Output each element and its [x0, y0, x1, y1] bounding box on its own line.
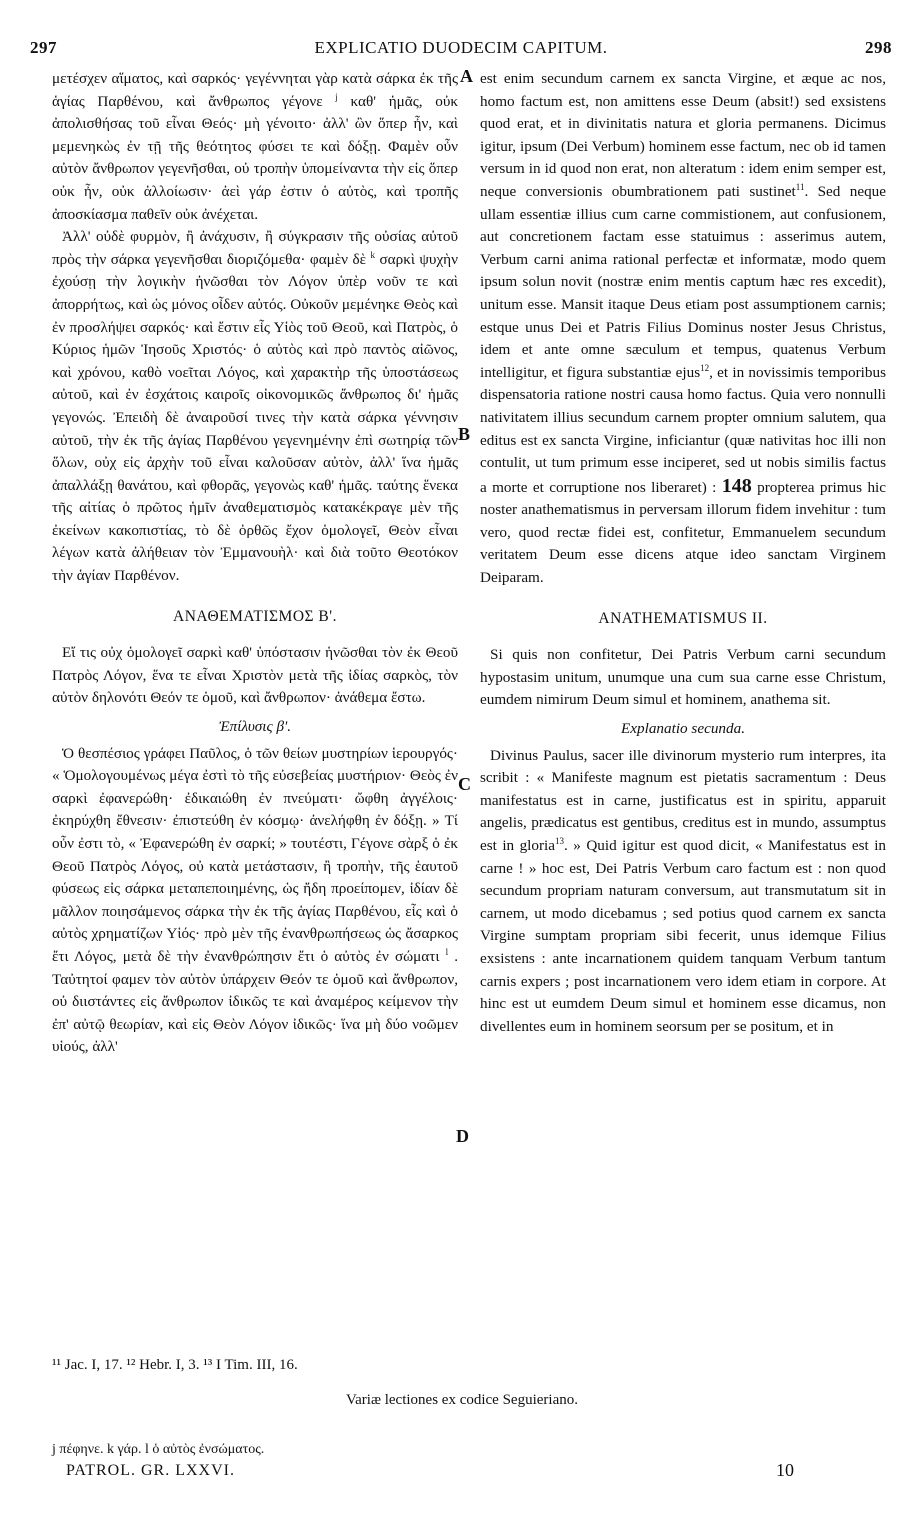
- latin-explanation-heading: Explanatio secunda.: [620, 720, 745, 738]
- footnote-ref-12: 12: [700, 362, 710, 373]
- section-marker-c: C: [458, 774, 471, 794]
- section-marker-a: A: [460, 66, 473, 86]
- latin-column: [480, 68, 886, 1038]
- section-marker-d: D: [456, 1126, 469, 1146]
- variant-ref-j: j: [335, 91, 338, 102]
- sheet-signature: 10: [776, 1460, 794, 1480]
- greek-paragraph-2: Ἀλλ' οὐδὲ φυρμὸν, ἢ ἀνάχυσιν, ἢ σύγκρασιν τῆς οὐσίας αὐτοῦ πρὸς τὴν σάρκα γεγενῆσθαι διοριζόμεθα· φαμὲν δὲ $^k$ σαρκὶ ψυχὴν ἐχούσῃ τὴν λογικὴν ἡνῶσθαι τὸν Λόγον ὑπὲρ νοῦν τε καὶ ἀπορρήτως, καὶ ὡς μόνος οἶδεν αὐτός. Οὐκοῦν μεμένηκε Θεὸς καὶ ἐν προσλήψει σαρκός· καὶ ἔστιν εἷς Υἱὸς τοῦ Θεοῦ, καὶ Πατρὸς, ὁ Κύριος ἡμῶν Ἰησοῦς Χριστός· ὁ αὐτὸς καὶ πρὸ παντὸς αἰῶνος, καὶ χρόνου, καθὸ νοεῖται Λόγος, καὶ χαρακτὴρ τῆς ὑποστάσεως αὐτοῦ, καὶ ἐν ἐσχάτοις καιροῖς οἰκονομικῶς ἄνθρωπος δι' ἡμᾶς γεγονώς. Ἐπειδὴ δὲ ἀναιροῦσί τινες τὴν κατὰ σάρκα γέννησιν αὐτοῦ, τὴν ἐκ τῆς ἁγίας Παρθένου γεγενημένην ἐπὶ σωτηρίᾳ τῶν ὅλων, οὐχ εἰς ἀρχὴν τοῦ εἶναι καλοῦσαν αὐτὸν, ἀλλ' ἵνα ἡμᾶς ἀπαλλάξῃ θανάτου, καὶ φθορᾶς, γεγονὼς καθ' ἡμᾶς. ταύτης ἕνεκα τῆς αἰτίας ὁ πρῶτος ἡμῖν ἀναθεματισμὸς κατακέκραγε μὲν τῆς ἐκείνων κακοπιστίας, τὸ δὲ ὀρθῶς ἔχον ὁμολογεῖ, Θεὸν εἶναι λέγων κατὰ ἀλήθειαν τὸν Ἐμμανουὴλ· καὶ διὰ τοῦτο Θεοτόκον τὴν ἁγίαν Παρθένον.: [52, 228, 458, 585]
- series-signature: PATROL. GR. LXXVI.: [66, 1462, 235, 1479]
- footnote-ref-13: 13: [555, 835, 565, 846]
- greek-column: [52, 68, 458, 1059]
- footnote-ref-11: 11: [795, 181, 805, 192]
- greek-explanation-heading: Ἐπίλυσις β'.: [218, 718, 292, 736]
- variants-heading: Variæ lectiones ex codice Seguieriano.: [345, 1392, 578, 1408]
- greek-anathema-text: Εἴ τις οὐχ ὁμολογεῖ σαρκὶ καθ' ὑπόστασιν ἡνῶσθαι τὸν ἐκ Θεοῦ Πατρὸς Λόγον, ἕνα τε εἶναι Χριστὸν μετὰ τῆς ἰδίας σαρκὸς, τὸν αὐτὸν δηλονότι Θεόν τε ὁμοῦ, καὶ ἄνθρωπον· ἀνάθεμα ἔστω.: [52, 644, 458, 707]
- greek-paragraph-1: μετέσχεν αἵματος, καὶ σαρκός· γεγέννηται γὰρ κατὰ σάρκα ἐκ τῆς ἁγίας Παρθένου, καὶ ἄνθρωπος γέγονε $^j$ καθ' ἡμᾶς, οὐκ ἀπολισθήσας τοῦ εἶναι Θεός· μὴ γένοιτο· ἀλλ' ὢν ὅπερ ἦν, καὶ μεμενηκὼς ἐν τῇ τῆς θεότητος φύσει τε καὶ δόξῃ. Φαμὲν οὖν αὐτὸν ἄνθρωπον γεγενῆσθαι, οὐ τροπὴν ὑπομείναντα τὴν εἰς ὅπερ οὐκ ἦν, οὐκ ἀλλοίωσιν· ἀεὶ γάρ ἐστιν ὁ αὐτὸς, καὶ τροπῆς ἀποσκίασμα παθεῖν οὐκ ἀνέχεται.: [52, 70, 459, 223]
- variant-ref-k: k: [370, 249, 376, 260]
- latin-anathema-heading: ANATHEMATISMUS II.: [598, 609, 768, 627]
- latin-paragraph-2: Divinus Paulus, sacer ille divinorum mysterio rum interpres, ita scribit : « Manifeste magnum est pietatis sacramentum : Deus manifestatus est in carne, justificatus est in spiritu, apparuit angelis, prædicatus est gentibus, creditus est in mundo, assumptus est in gloria$^{13}$. » Quid igitur est quod dicit, « Manifestatus est in carne ! » hoc est, Dei Patris Verbum caro factum est : non quod secundum propriam naturam conversum, aut transmutatum sit in carnem, ut modo dicebamus ; sed potius quod carnem ex sancta Virgine sumptam propriam sibi fecerit, unus idemque Filius exsistens : ante incarnationem quidem tanquam Verbum tantum carnis expers ; post incarnationem vero idem etiam in corpore. At hinc est ut eumdem Deum simul et hominem esse dicamus, non divellentes eum in hominem seorsum per se positum, et in: [480, 746, 887, 1035]
- column-number: 148: [721, 474, 752, 497]
- variant-readings: j πέφηνε. k γάρ. l ὁ αὐτὸς ἐνσώματος.: [52, 1442, 265, 1457]
- running-header: [30, 38, 892, 66]
- page-number-left: 297: [30, 38, 57, 57]
- section-marker-b: B: [458, 424, 471, 444]
- greek-anathema-heading: ΑΝΑΘΕΜΑΤΙΣΜΟΣ Β'.: [173, 607, 337, 625]
- greek-paragraph-3: Ὁ θεσπέσιος γράφει Παῦλος, ὁ τῶν θείων μυστηρίων ἱερουργός· « Ὁμολογουμένως μέγα ἐστὶ τὸ τῆς εὐσεβείας μυστήριον· Θεὸς ἐν σαρκὶ ἐφανερώθη· ἐδικαιώθη ἐν πνεύματι· ὤφθη ἀγγέλοις· ἐκηρύχθη ἔθνεσιν· ἐπιστεύθη ἐν κόσμῳ· ἀνελήφθη ἐν δόξῃ. » Τί οὖν ἐστι τὸ, « Ἐφανερώθη ἐν σαρκί; » τουτέστι, Γέγονε σὰρξ ὁ ἐκ Θεοῦ Πατρὸς Λόγος, οὐ κατὰ μετάστασιν, ἢ τροπὴν, τῆς ἑαυτοῦ φύσεως εἰς σάρκα μεταπεποιημένης, ὡς ἤδη προείπομεν, ἰδίαν δὲ μᾶλλον ποιησάμενος σάρκα τὴν ἐκ τῆς ἁγίας Παρθένου, εἷς καὶ ὁ αὐτὸς χρηματίζων Υἱός· πρὸ μὲν τῆς ἐνανθρωπήσεως ὡς ἄσαρκος ἔτι Λόγος, μετὰ δὲ τὴν ἐνανθρώπησιν ἔτι ὁ αὐτὸς ἐν σώματι $^l$ . Ταὐτητοί φαμεν τὸν αὐτὸν ὑπάρχειν Θεόν τε ὁμοῦ καὶ ἄνθρωπον, οὐ διιστάντες εἰς ἄνθρωπον ἰδικῶς τε καὶ ἀναμέρος κείμενον τὴν ἐπ' αὐτῷ θεωρίαν, καὶ εἰς Θεὸν Λόγον ἰδικῶς· ἵνα μὴ δύο νοῶμεν υἱούς, ἀλλ': [52, 744, 458, 1056]
- running-title: EXPLICATIO DUODECIM CAPITUM.: [314, 38, 608, 57]
- page-number-right: 298: [865, 38, 892, 57]
- latin-paragraph-1: est enim secundum carnem ex sancta Virgine, et æque ac nos, homo factum est, non amittens esse Deum (absit!) sed exsistens quod erat, et in divinitatis natura et gloria permanens. Dicimus igitur, ipsum (Dei Verbum) hominem esse factum, nec ob id tamen versum in id quod non erat, non alteratum : idem enim semper est, neque conversionis obumbrationem pati sustinet$^{11}$. Sed neque ullam essentiæ illius cum carne commistionem, aut confusionem, aut concretionem factam esse statuimus : asserimus autem, Verbum carni anima rational perfectæ et informatæ, modo quem ipsum solun novit (nostræ enim mentis captum hæc res excedit), unitum esse. Mansit itaque Deus etiam post assumptionem carnis; estque unus Dei et Patris Filius Dominus noster Jesus Christus, idem et ante omne sæculum et tempus, quatenus Verbum intelligitur, et figura substantiæ ejus$^{12}$, et in novissimis temporibus dispensatoria ratione nostri causa homo factus. Quia vero nonnulli nativitatem illius secundum carnem propter omnium salutem, qua editus est ex sancta Virgine, inficiantur (quæ nativitas hoc illi non contulit, ut tum primum esse inciperet, sed ut nobis similis factus a morte et corruptione nos liberaret) : 148 propterea primus hic noster anathematismus in perversam illorum fidem invehitur : tum vero, quod rectæ fidei est, confitetur, Emmanuelem secundum veritatem Deum esse dicens atque ideo sanctam Virginem Deiparam.: [480, 70, 886, 587]
- variant-ref-l: l: [445, 946, 449, 957]
- footnotes: ¹¹ Jac. I, 17. ¹² Hebr. I, 3. ¹³ I Tim. III, 16.: [52, 1357, 298, 1373]
- latin-anathema-text: Si quis non confitetur, Dei Patris Verbum carni secundum hypostasim unitum, unumque una cum sua carne esse Christum, eumdem nimirum Deum simul et hominem, anathema sit.: [480, 646, 886, 709]
